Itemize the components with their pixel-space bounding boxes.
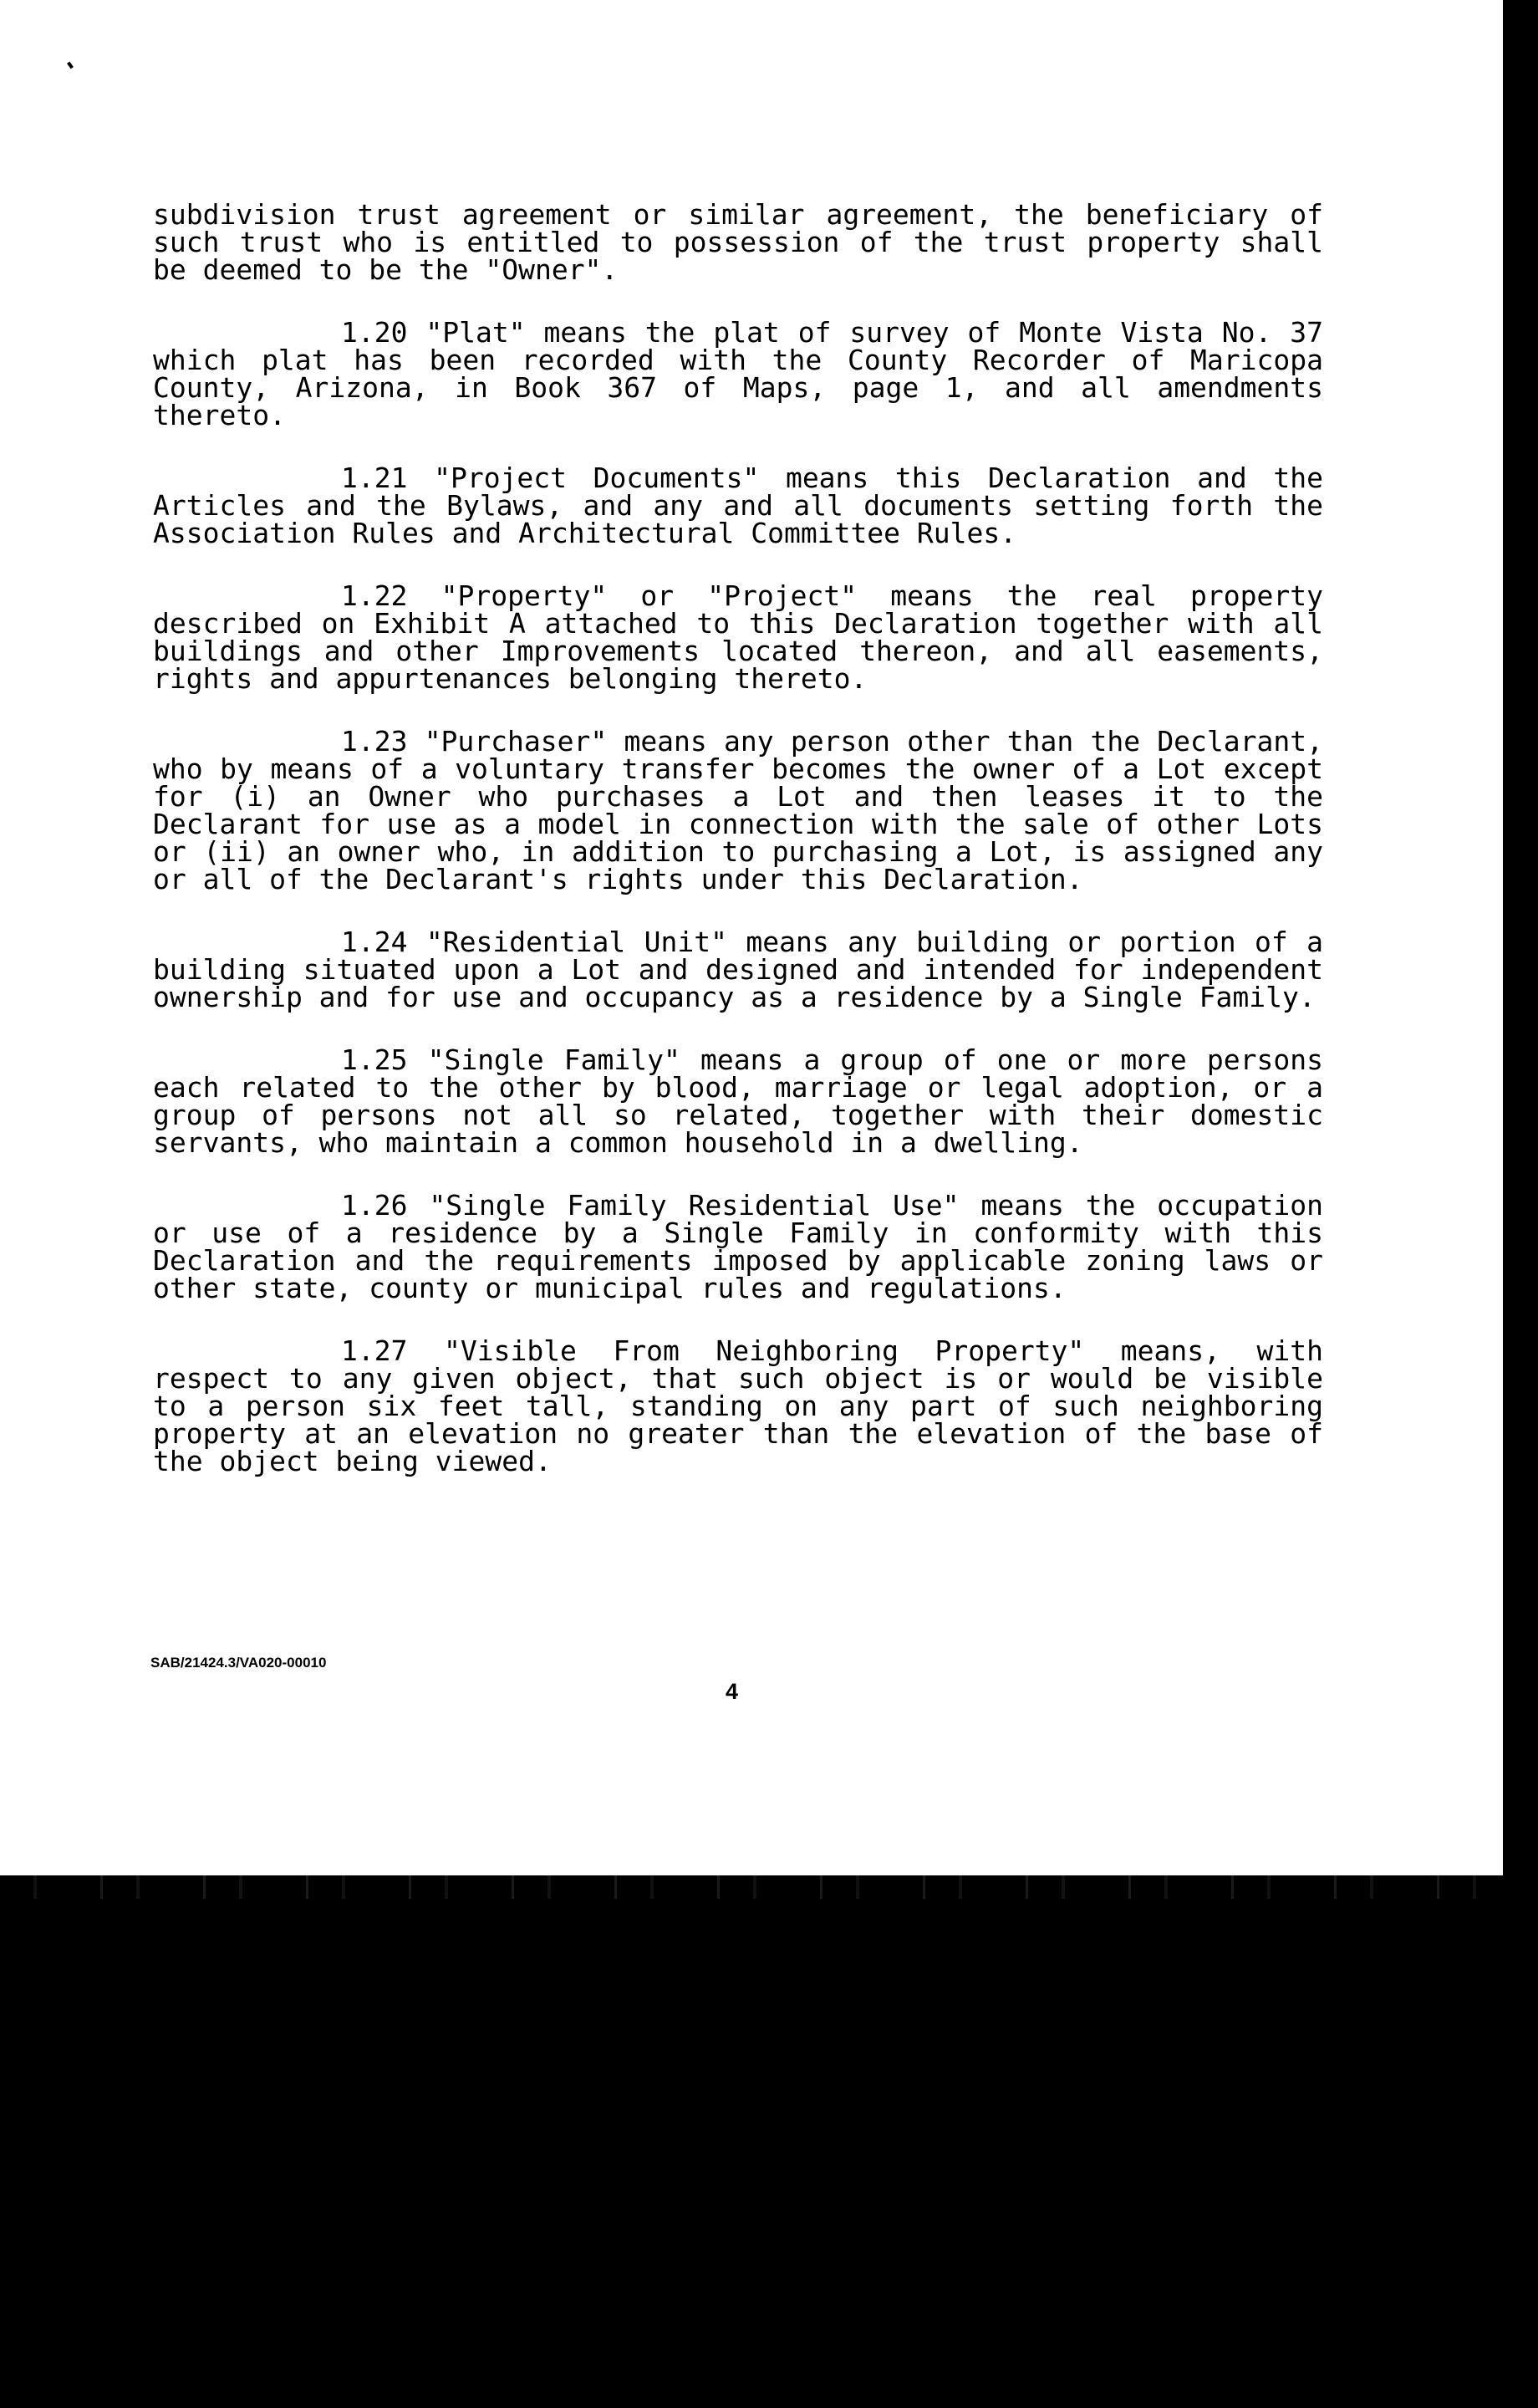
paragraph-text: 1.26 "Single Family Residential Use" means the occupation or use of a residence by a Single Family in conformity with this Declaration and the requirements imposed by applicable zoning laws or other state, county or municipal rules and regulations.	[153, 1189, 1323, 1304]
paragraph-text: 1.21 "Project Documents" means this Declaration and the Articles and the Bylaws, and any and all documents setting forth the Association Rules and Architectural Committee Rules.	[153, 462, 1323, 549]
paragraph-1-21	[153, 464, 1323, 547]
paragraph-1-25	[153, 1043, 1323, 1159]
paragraph-text: 1.22 "Property" or "Project" means the real property described on Exhibit A attached to this Declaration together with all buildings and other Improvements located thereon, and all easements, rights and appurtenances belonging thereto.	[153, 579, 1323, 695]
paragraph-1-27	[153, 1334, 1323, 1477]
paragraph-1-23	[153, 727, 1323, 893]
paragraph-1-26	[153, 1191, 1323, 1302]
paragraph-text: 1.20 "Plat" means the plat of survey of Monte Vista No. 37 which plat has been recorded with the County Recorder of Maricopa County, Arizona, in Book 367 of Maps, page 1, and all amendments thereto.	[153, 316, 1323, 431]
paragraph-text: 1.25 "Single Family" means a group of one or more persons each related to the other by blood, marriage or legal adoption, or a group of persons not all so related, together with their domestic servants, who maintain a common household in a dwelling.	[153, 1043, 1323, 1159]
paragraph-text: 1.24 "Residential Unit" means any building or portion of a building situated upon a Lot and designed and intended for independent ownership and for use and occupancy as a residence by a Single Family.	[153, 926, 1323, 1013]
page-number: 4	[726, 1679, 739, 1704]
scan-right-edge	[1503, 0, 1538, 1875]
paragraph-text: subdivision trust agreement or similar agreement, the beneficiary of such trust who is entitled to possession of the trust property shall be deemed to be the "Owner".	[153, 198, 1323, 286]
paragraph-text: 1.23 "Purchaser" means any person other than the Declarant, who by means of a voluntary transfer becomes the owner of a Lot except for (i) an Owner who purchases a Lot and then leases it to the Declarant for use as a model in connection with the sale of other Lots or (ii) an owner who, in addition to purchasing a Lot, is assigned any or all of the Declarant's rights under this Declaration.	[153, 725, 1323, 895]
paragraph-1-22	[153, 579, 1323, 695]
document-body	[153, 198, 1323, 1510]
paragraph-1-20	[153, 316, 1323, 431]
paragraph-continuation	[153, 198, 1323, 286]
scan-artifact-mark	[67, 62, 74, 69]
paragraph-1-24	[153, 928, 1323, 1011]
document-reference-code: SAB/21424.3/VA020-00010	[150, 1655, 327, 1671]
scan-bottom-edge	[0, 1875, 1538, 1899]
paragraph-text: 1.27 "Visible From Neighboring Property" means, with respect to any given object, that such object is or would be visible to a person six feet tall, standing on any part of such neighboring property at an elevation no greater than the elevation of the base of the object being viewed.	[153, 1334, 1323, 1477]
